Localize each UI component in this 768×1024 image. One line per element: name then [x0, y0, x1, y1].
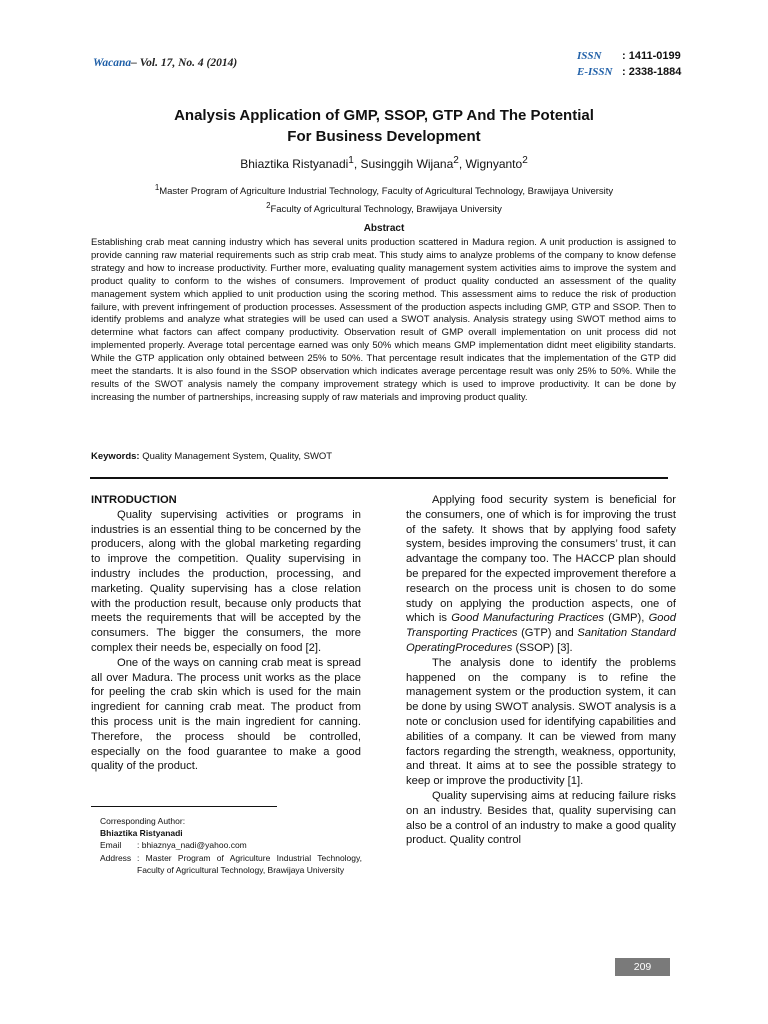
paper-title	[90, 105, 678, 147]
title-line-1: Analysis Application of GMP, SSOP, GTP And The Potential	[174, 107, 594, 124]
abstract-text: Establishing crab meat canning industry which has several units production scattered in Madura region. A unit production is assigned to provide canning raw material requirements such as strip crab meat. This study aims to analyze problems of the company to know defense strategy and how to increase productivity. Further more, evaluating quality management system activities aims to improve the system and product quality to conform to the wishes of consumers. Improvement of product quality conducted an assessment of the quality management system which applied to unit production using the scoring method. This assessment aims to reduce the risk of production failure, with prevent infringement of production processes. Assessment of the production aspects including GMP, GTP and SSOP. Then to identify problems and analyze what strategies will be used can used a SWOT analysis. Analysis strategy using SWOT method aims to determine what factors can affect company productivity. Observation result of GMP overall implementation on unit process did not implemented properly. Average total percentage earned was only 50% which means GMP implementation didnt meet eligibility standarts. While the GTP application only obtained between 25% to 50%. That percentage result indicates that the implementation of the GTP did meet the standarts. It is also found in the SSOP observation which indicates average percentage result was only 25% to 50%. While the results of the SWOT analysis namely the company improvement strategy which is used to improve productivity. It can be done by increasing the number of partnerships, increasing supply of raw materials and improving product quality.	[91, 237, 676, 403]
section-heading: INTRODUCTION	[91, 494, 177, 506]
journal-citation	[93, 57, 237, 69]
paragraph-text: (GTP) and	[517, 627, 578, 640]
author-affil-mark: 1	[348, 155, 354, 166]
email-label: Email	[100, 840, 122, 851]
paragraph-text: (SSOP) [3].	[512, 641, 573, 654]
term-gmp: Good Manufacturing Practices	[451, 612, 605, 625]
paragraph-text: Applying food security system is beneficial for the consumers, one of which is for improving the trust of the safety. It shows that by applying food safety system, besides improving the consumers’ trust, it can advantage the company too. The HACCP plan should be prepared for the expected improvement therefore a research on the process unit is chosen to do some study on applying the production aspects, one of which is	[406, 494, 676, 625]
term-gtp: Good Transporting Practices	[406, 612, 676, 640]
keywords-label: Keywords:	[91, 451, 140, 462]
term-ssop: Sanitation Standard OperatingProcedures	[406, 627, 676, 654]
address-value: : Master Program of Agriculture Industrial Technology, Faculty of Agricultural Technology, Brawijaya University	[137, 852, 362, 875]
paragraph: One of the ways on canning crab meat is spread all over Madura. The process unit works as the place for peeling the crab skin which is used for the main ingredient for canning crab meat. The product from this process unit is the main ingredient for canning. Therefore, the process should be controlled, especially on the food guarantee to make a good quality of the product.	[91, 656, 361, 773]
abstract-heading: Abstract	[363, 223, 405, 234]
author-affil-mark: 2	[453, 155, 459, 166]
footnote-heading: Corresponding Author:	[100, 816, 186, 826]
journal-issue: – Vol. 17, No. 4 (2014)	[131, 57, 238, 69]
issn-label: ISSN	[577, 50, 602, 62]
affil-mark: 2	[266, 201, 271, 211]
paragraph: Quality supervising activities or programs in industries is an essential thing to be concerned by the producers, along with the global marketing regarding to improve the competition. Quality supervising in industry includes the production, processing, and marketing. Quality supervising has a close relation with the production result, because only products that meets the requirements that will be accepted by the consumers. The bigger the consumers, the more complex their needs be, especially on food [2].	[91, 508, 361, 654]
paragraph: Quality supervising aims at reducing failure risks on an industry. Besides that, quality supervising can also be a control of an industry to make a good quality product. Quality control	[406, 789, 676, 847]
author-affil-mark: 2	[522, 155, 528, 166]
email-value: : bhiaznya_nadi@yahoo.com	[137, 840, 247, 851]
author-name: , Susinggih Wijana	[353, 157, 454, 171]
journal-name: Wacana	[93, 57, 132, 69]
footnote-divider	[91, 806, 277, 807]
author-name: Bhiaztika Ristyanadi	[240, 157, 349, 171]
paragraph: The analysis done to identify the problems happened on the company is to refine the management system or the production system, it can be done by using SWOT analysis. SWOT analysis is a note or conclusion used for identifying capabilities and abilities of a company. It can be viewed from many factors regarding the strength, weakness, opportunity, and threat. It aims at to see the possible strategy to keep or improve the productivity [1].	[406, 656, 676, 788]
title-line-2: For Business Development	[287, 128, 481, 145]
right-column	[406, 493, 676, 848]
author-name: , Wignyanto	[458, 157, 523, 171]
page-number: 209	[615, 958, 670, 976]
address-label: Address	[100, 852, 132, 863]
issn-block	[577, 48, 681, 80]
eissn-value: : 2338-1884	[622, 66, 682, 78]
issn-value: : 1411-0199	[622, 50, 681, 62]
keywords	[91, 451, 332, 462]
author-list	[90, 155, 678, 171]
paragraph-text: (GMP),	[604, 612, 649, 625]
affiliations	[90, 181, 678, 217]
affiliation-1: Master Program of Agriculture Industrial Technology, Faculty of Agricultural Technology, Brawijaya University	[159, 186, 614, 198]
affiliation-2: Faculty of Agricultural Technology, Brawijaya University	[270, 204, 502, 216]
footnote-author-name: Bhiaztika Ristyanadi	[100, 828, 183, 839]
corresponding-author-footnote	[100, 815, 362, 876]
eissn-label: E-ISSN	[577, 66, 613, 78]
section-divider	[90, 477, 668, 479]
affil-mark: 1	[154, 183, 160, 192]
left-column	[91, 493, 361, 774]
keywords-text: Quality Management System, Quality, SWOT	[139, 451, 333, 462]
paragraph	[406, 493, 676, 656]
